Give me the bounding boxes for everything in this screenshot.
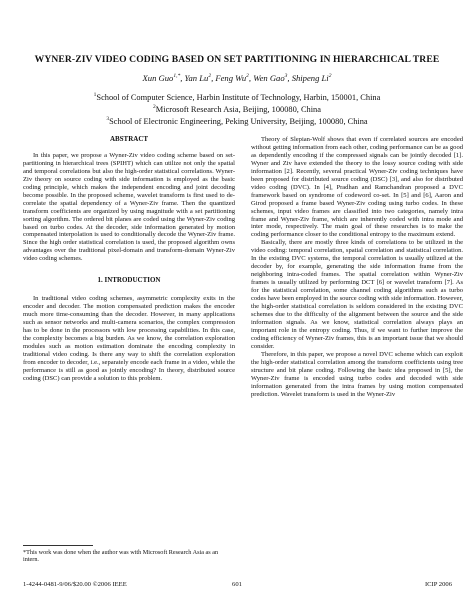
author-3: Feng Wu$^2$, <box>215 73 254 83</box>
paragraph: Therefore, in this paper, we propose a novel DVC scheme which can exploit the high-order statistical correlation among the transform coefficients using tree structure and bit plane coding. Following the basic idea proposed in [5], the Wyner-Ziv frame is encoded using turbo codes and decoded with side information generated from the intra frames by using motion compensated prediction. Wavelet transform is used in the Wyner-Ziv <box>251 350 463 398</box>
right-column <box>251 136 463 398</box>
left-column <box>23 136 235 383</box>
paper-title: WYNER-ZIV VIDEO CODING BASED ON SET PARTITIONING IN HIERARCHICAL TREE <box>34 54 440 65</box>
introduction-text: In traditional video coding schemes, asymmetric complexity exits in the encoder and decoder. The motion compensated prediction makes the encoder much more time-consuming than the decoder. However, in many applications such as sensor networks and multi-camera scenarios, the complex compression has to be done in the processors with low processing capabilities. In this case, the complexity becomes a big burden. As we know, the correlation exploration modules such as motion estimation dominate the encoding complexity in traditional video coding. Is there any way to shift the correlation exploration from encoder to decoder, i.e., separately encode each frame in a video, while the performance is still as good as jointly encoding? In theory, distributed source coding (DSC) can provide a solution to this problem. <box>23 295 235 382</box>
footnote: *This work was done when the author was with Microsoft Research Asia as an intern. <box>23 549 219 564</box>
abstract-heading: ABSTRACT <box>109 135 149 143</box>
author-5: Shipeng Li$^2$ <box>291 73 332 83</box>
author-4: Wen Gao$^3$, <box>253 73 292 83</box>
affiliation-2: $^2$Microsoft Research Asia, Beijing, 100080, China <box>153 104 321 114</box>
footnote-rule <box>23 545 93 546</box>
author-1: Xun Guo$^{1,*}$, <box>142 73 185 83</box>
paragraph: Basically, there are mostly three kinds of correlations to be utilized in the video coding: temporal correlation, spatial correlation and statistical correlation. In the existing DVC systems, the temporal correlation is usually utilized at the decoder by, for example, generating the side information frame from the neighboring intra-coded frames. The spatial correlation within Wyner-Ziv frames is usually utilized by performing DCT [6] or wavelet transform [7]. As for the statistical correlation, some channel coding algorithms such as turbo codes have been employed in the source coding with side information. However, the high-order statistical correlation is seldom considered in the existing DVC schemes due to the difficulty of the alignment between the source and the side information signals. As we know, statistical correlation always plays an important role in the entropy coding. Thus, if we want to further improve the coding efficiency of Wyner-Ziv frames, this is an important issue that we should consider. <box>251 239 463 350</box>
author-2: Yan Lu$^2$, <box>184 73 216 83</box>
paragraph: Theory of Slepian-Wolf shows that even if correlated sources are encoded without getting information from each other, coding performance can be as good as dependently encoding if the compressed signals can be jointly decoded [1]. Wyner and Ziv have extended the theory to the lossy source coding with side information [2]. Recently, several practical Wyner-Ziv coding techniques have been proposed for distributed source coding (DSC) [3], and also for distributed video coding (DVC). In [4], Pradhan and Ramchandran proposed a DVC framework based on syndrome of codeword co-set. In [5] and [6], Aaron and Girod proposed a frame based Wyner-Ziv coding using turbo codes. In these schemes, input video frames are classified into two categories, namely intra frame and Wyner-Ziv frame, which are inherently coded with intra mode and inter mode, respectively. The main goal of these researches is to make the coding performance closer to the conditional entropy to the maximum extend. <box>251 136 463 239</box>
page-number: 601 <box>232 581 242 588</box>
introduction-heading: 1. INTRODUCTION <box>97 276 161 285</box>
footer-conference: ICIP 2006 <box>424 581 452 588</box>
affiliation-1: $^1$School of Computer Science, Harbin Institute of Technology, Harbin, 150001, China <box>93 92 381 102</box>
footer-isbn: 1-4244-0481-9/06/$20.00 ©2006 IEEE <box>23 581 127 588</box>
affiliation-3: $^3$School of Electronic Engineering, Peking University, Beijing, 100080, China <box>106 116 368 126</box>
author-list <box>0 73 474 83</box>
abstract-text: In this paper, we propose a Wyner-Ziv video coding scheme based on set-partitioning in hierarchical trees (SPIHT) which can utilize not only the spatial and temporal correlations but also the high-order statistical correlations. Wyner-Ziv theory on source coding with side information is employed as the basic coding principle, which makes the independent encoding and joint decoding become possible. In the proposed scheme, wavelet transform is first used to de-correlate the spatial dependency of a Wyner-Ziv frame. Then the quantized transform coefficients are organized by using magnitude with a set partitioning sorting algorithm. The ordered bit planes are coded using the Wyner-Ziv coding based on turbo codes. At the decoder, side information generated by motion compensated interpolation is used to conditionally decode the Wyner-Ziv frame. Since the high order statistical correlation is used, the proposed algorithm owns advantages over the traditional pixel-domain and transform-domain Wyner-Ziv video coding schemes. <box>23 151 235 263</box>
